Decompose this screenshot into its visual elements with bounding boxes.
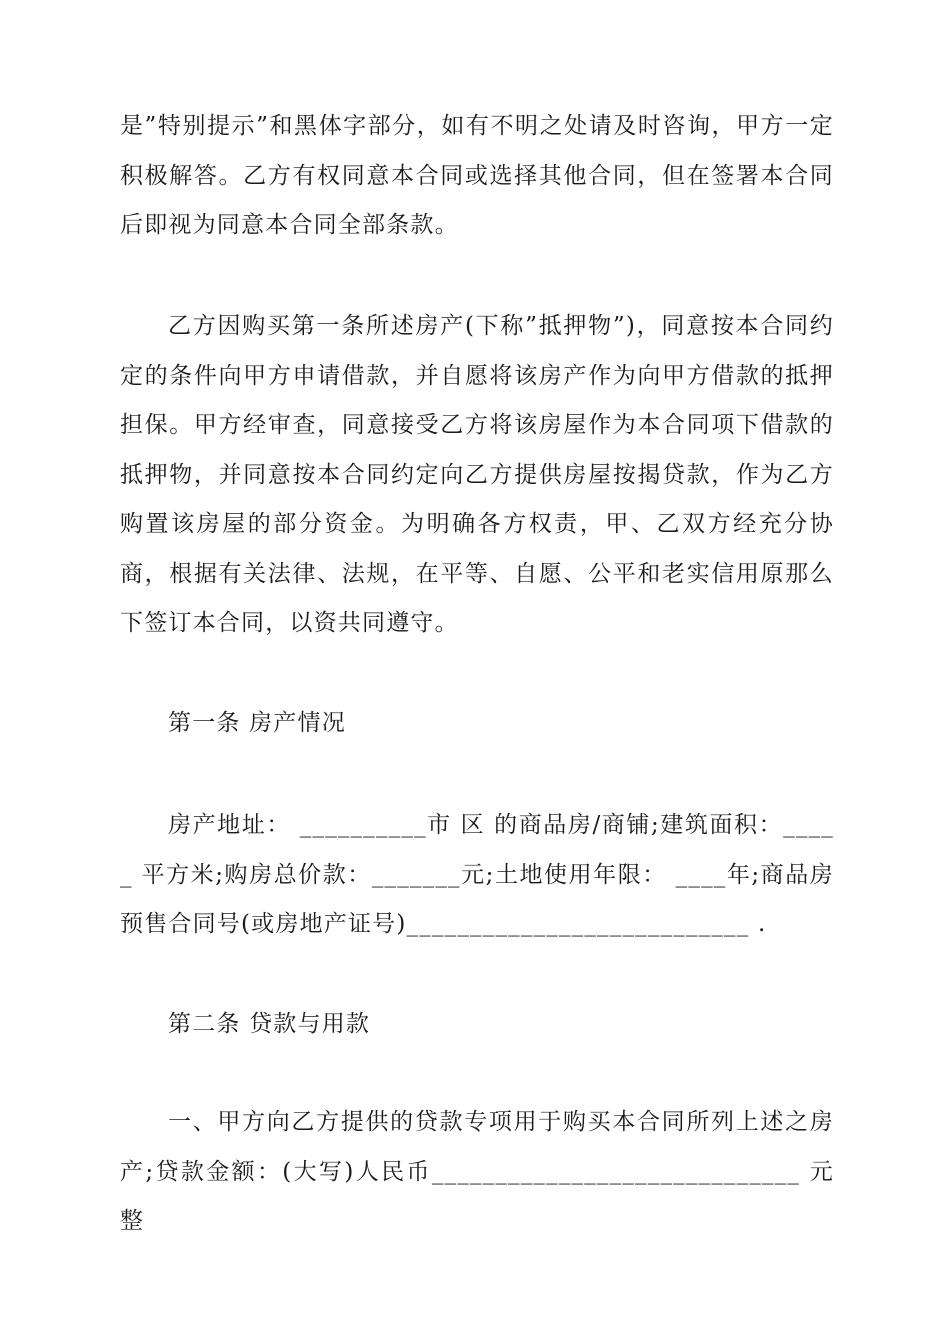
paragraph-property-details: 房产地址： __________市 区 的商品房/商铺;建筑面积：_____ 平方米;购房总价款：_______元;土地使用年限： ____年;商品房预售合同号(或房地产证号)___________________________ . [120,812,834,937]
paragraph-notice: 是”特别提示”和黑体字部分，如有不明之处请及时咨询，甲方一定积极解答。乙方有权同意本合同或选择其他合同，但在签署本合同后即视为同意本合同全部条款。 [120,113,834,238]
paragraph-preamble: 乙方因购买第一条所述房产(下称”抵押物”)，同意按本合同约定的条件向甲方申请借款，并自愿将该房产作为向甲方借款的抵押担保。甲方经审查，同意接受乙方将该房屋作为本合同项下借款的抵押物，并同意按本合同约定向乙方提供房屋按揭贷款，作为乙方购置该房屋的部分资金。为明确各方权责，甲、乙双方经充分协商，根据有关法律、法规，在平等、自愿、公平和老实信用原那么下签订本合同，以资共同遵守。 [120,313,834,636]
paragraph-loan-amount: 一、甲方向乙方提供的贷款专项用于购买本合同所列上述之房产;贷款金额：(大写)人民币_____________________________ 元整 [120,1109,834,1234]
article-1-heading: 第一条 房产情况 [168,710,346,736]
article-2-heading: 第二条 贷款与用款 [168,1011,371,1037]
